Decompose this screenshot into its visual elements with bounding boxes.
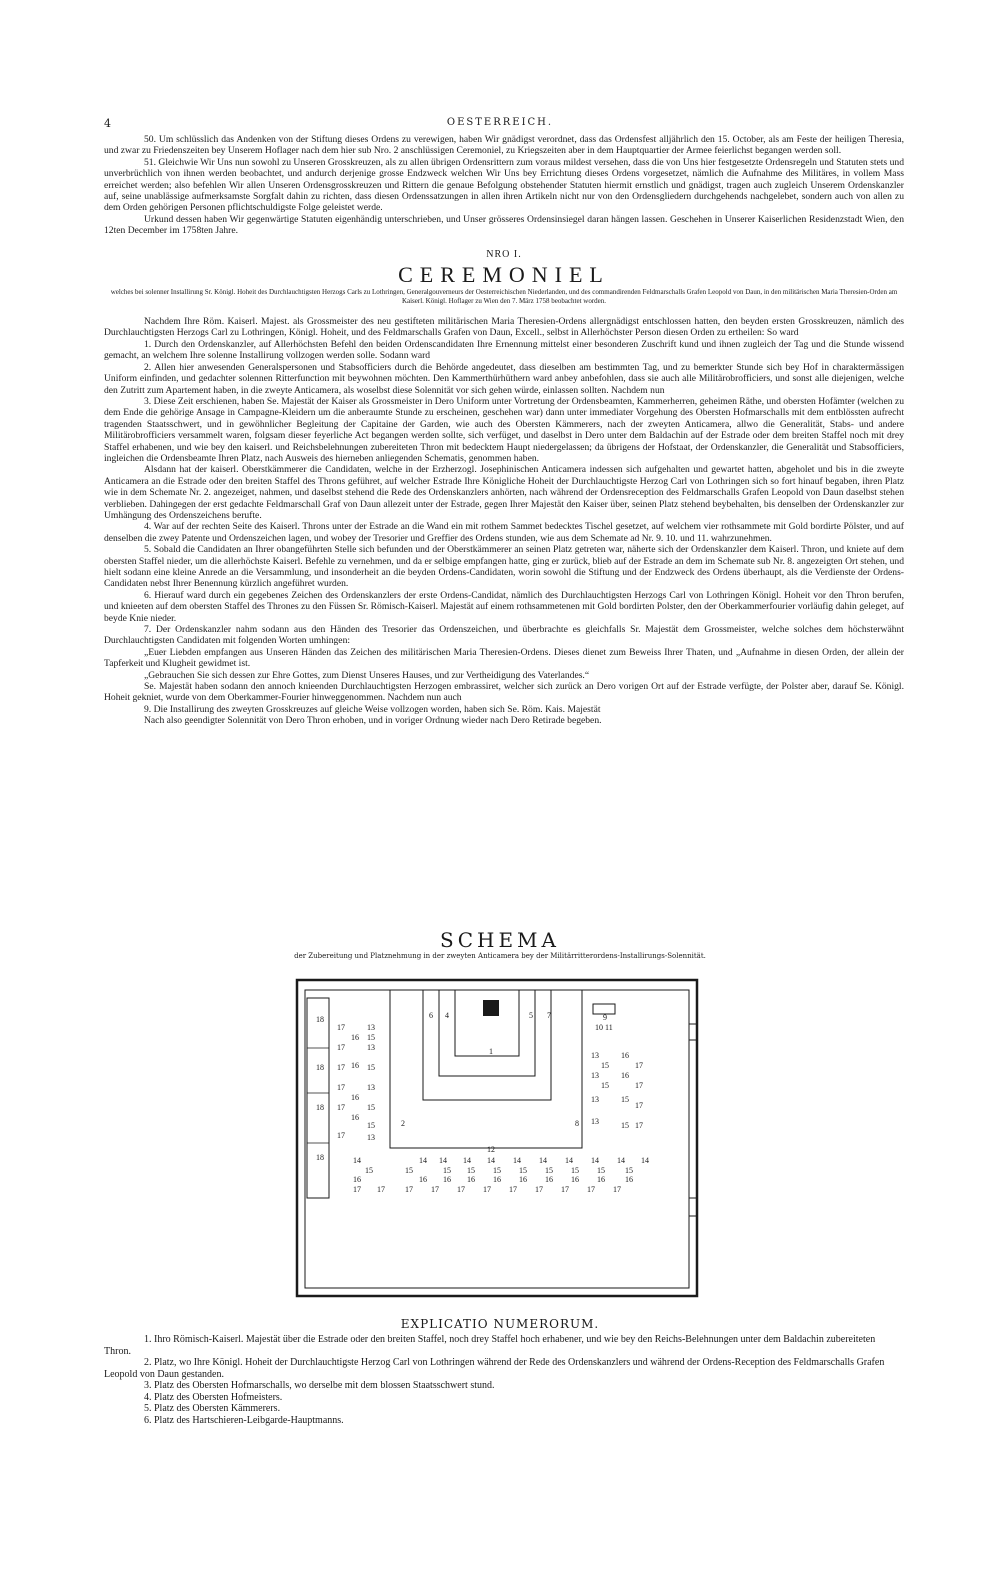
label-15-r4: 15 <box>621 1121 629 1130</box>
label-14-b6: 14 <box>513 1156 521 1165</box>
paragraph-se: Se. Majestät haben sodann den annoch knieenden Durchlauchtigsten Herzogen embrassiret, welcher sich zurück an Dero vorigen Ort auf der Estrade verfügte, der Polster aber, darauf Se. Königl. Hoheit gekniet, wurde von dem Oberkammer-Fourier hinweggenommen. Nachdem nun auch <box>104 681 904 704</box>
label-8: 8 <box>575 1119 579 1128</box>
paragraph-3: 3. Diese Zeit erschienen, haben Se. Majestät der Kaiser als Grossmeister in Dero Uniform unter Vortretung der Ordensbeamten, Kammerherren, geheimen Räthe, und obersten Hofämter (welchen zu dem Ende die gehörige Ansage in Campagne-Kleidern um die anberaumte Stunde zu erscheinen, geschehen war) dann unter immediater Vorgehung des Obersten Hofmarschalls mit dem entblössten aufrecht tragenden Staatsschwert, und in gewöhnlicher Begleitung der Capitaine der Garden, wie auch des Obersten Kämmerers, nach der zweyten Anticamera, allwo die Generalität, Stabs- und andere Militärobrofficiers versammelt waren, folgsam dieser feyerliche Act begangen werden sollte, sich verfüget, und daselbst in Dero unter dem Baldachin auf der Estrade oder dem breiten Staffel noch mit drey Staffel erhabenen, und wie bey den kaiserl. und Reichsbelehnungen zubereiteten Thron mit bedecktem Haupt niedergelassen; da übrigens der Hofstaat, der Ordenskanzler, die Generalität und Stabsofficiers, ingleichen die Ordensbeamte Ihren Platz, nach Ausweis des hierneben anliegenden Schematis, genommen haben. <box>104 395 904 464</box>
label-17-r2: 17 <box>635 1081 643 1090</box>
label-16-b5: 16 <box>493 1175 501 1184</box>
label-16-l1: 16 <box>351 1033 359 1042</box>
label-15-b7: 15 <box>545 1166 553 1175</box>
paragraph-5: 5. Sobald die Candidaten an Ihrer obangeführten Stelle sich befunden und der Oberstkämmerer an seinen Platz getreten war, näherte sich der Ordenskanzler dem Kaiserl. Thron, und kniete auf dem obersten Staffel nieder, um die allerhöchste Kaiserl. Befehle zu vernehmen, und da er selbige empfangen hatte, ging er zurück, blieb auf der Estrade an dem im Schemate sub Nr. 8. angezeigten Ort stehen, und hielt sodann eine kleine Anrede an die Versammlung, und insonderheit an die beyden Ordens-Candidaten, worin sowohl die Stiftung und der Endzweck des Ordens überhaupt, als die Verdienste der Ordens-Candidaten nebst Ihrer Benennung kürzlich angeführet wurden. <box>104 544 904 590</box>
label-17-l2: 17 <box>337 1043 345 1052</box>
label-16-b9: 16 <box>597 1175 605 1184</box>
explicatio-item: 5. Platz des Obersten Kämmerers. <box>144 1403 281 1414</box>
label-18-a: 18 <box>316 1015 324 1024</box>
label-17-b1: 17 <box>353 1185 361 1194</box>
label-17-r4: 17 <box>635 1121 643 1130</box>
explicatio-item: 1. Ihro Römisch-Kaiserl. Majestät über die Estrade oder den breiten Staffel, noch drey Staffel hoch erhabener, und wie bey den Reichs-Belehnungen unter dem Baldachin zubereiteten Thron. <box>104 1334 876 1357</box>
label-17-l1: 17 <box>337 1023 345 1032</box>
label-13-r3: 13 <box>591 1095 599 1104</box>
label-16-b10: 16 <box>625 1175 633 1184</box>
label-17-b10: 17 <box>587 1185 595 1194</box>
label-15-l2: 15 <box>367 1063 375 1072</box>
throne-step-3 <box>455 990 519 1056</box>
label-16-l2: 16 <box>351 1061 359 1070</box>
label-15-r3: 15 <box>621 1095 629 1104</box>
label-14-b4: 14 <box>463 1156 471 1165</box>
throne-seat <box>483 1000 499 1016</box>
label-16-b3: 16 <box>443 1175 451 1184</box>
paragraph-alsdann: Alsdann hat der kaiserl. Oberstkämmerer die Candidaten, welche in der Erzherzogl. Josephinischen Anticamera indessen sich aufgehalten und gewartet hatten, abgeholet und bis in die zweyte Anticamera an die Estrade oder den breiten Staffel des Throns geführet, auf welcher Estrade Ihre Königliche Hoheit der Durchlauchtigste Herzog Carl von Lothringen sich so fort hinauf begaben, ihren Platz wie in dem Schemate Nr. 2. angezeiget, nahmen, und daselbst stehend die Rede des Ordenskanzlers anhörten, nach während der Ordensreception des Feldmarschalls Grafen Leopold von Daun daselbst stehen verblieben. Dahingegen der erst gedachte Feldmarschall Graf von Daun allezeit unter der Estrade, gegen Ihrer Majestät den Kaiser über, seinen Platz stehend beybehalten, bis denselben der Ordenskanzler zur Umhängung des Ordenszeichens berufte. <box>104 464 904 521</box>
label-15-l3: 15 <box>367 1103 375 1112</box>
label-14-b2: 14 <box>419 1156 427 1165</box>
ceremoniel-title: CEREMONIEL <box>398 262 610 288</box>
section-number: NRO I. <box>486 248 522 260</box>
paragraph-7: 7. Der Ordenskanzler nahm sodann aus den Händen des Tresorier das Ordenszeichen, und überbrachte es gleichfalls Sr. Majestät dem Grossmeister, welche solches dem höchsterwähnt Durchlauchtigsten Candidaten mit folgenden Worten umhingen: <box>104 624 904 647</box>
label-15-b3: 15 <box>443 1166 451 1175</box>
label-18-d: 18 <box>316 1153 324 1162</box>
label-17-l3: 17 <box>337 1063 345 1072</box>
label-4: 4 <box>445 1011 449 1020</box>
paragraph-50: 50. Um schlüsslich das Andenken von der Stiftung dieses Ordens zu verewigen, haben Wir gnädigst verordnet, dass das Ordensfest alljährlich den 15. October, als am Feste der heiligen Theresia, und zwar zu Friedenszeiten bey Unserem Hoflager nach dem hier sub Nro. 2 anschlüssigen Ceremoniel, zu Kriegszeiten aber in dem Hauptquartier der Armee feierlichst begangen werden soll. <box>104 134 904 157</box>
bottom-row-17 <box>353 1185 621 1194</box>
label-12: 12 <box>487 1145 495 1154</box>
label-14-b7: 14 <box>539 1156 547 1165</box>
label-13-l1: 13 <box>367 1023 375 1032</box>
explicatio-item: 2. Platz, wo Ihre Königl. Hoheit der Durchlauchtigste Herzog Carl von Lothringen während der Rede des Ordenskanzlers und während der Ordens-Reception des Feldmarschalls Grafen Leopold von Daun gestanden. <box>104 1357 885 1380</box>
label-16-r2: 16 <box>621 1071 629 1080</box>
running-title: OESTERREICH. <box>446 117 554 128</box>
room-outer-wall <box>297 980 697 1296</box>
bottom-row-16 <box>353 1175 633 1184</box>
explicatio-list <box>104 1334 904 1426</box>
label-14-b1: 14 <box>353 1156 361 1165</box>
page-number: 4 <box>104 117 111 130</box>
label-17-b3: 17 <box>405 1185 413 1194</box>
label-9: 9 <box>603 1013 607 1022</box>
label-6: 6 <box>429 1011 433 1020</box>
paragraph-nach: Nach also geendigter Solennität von Dero Thron erhoben, und in voriger Ordnung wieder nach Dero Retirade begeben. <box>144 715 602 727</box>
label-14-b10: 14 <box>617 1156 625 1165</box>
schema-subtitle: der Zubereitung und Platznehmung in der zweyten Anticamera bey der Militärritterordens-Installirungs-Solennität. <box>294 952 706 960</box>
label-13-r2: 13 <box>591 1071 599 1080</box>
label-14-b3: 14 <box>439 1156 447 1165</box>
label-17-b4: 17 <box>431 1185 439 1194</box>
explicatio-title: EXPLICATIO NUMERORUM. <box>400 1317 600 1331</box>
paragraph-1: 1. Durch den Ordenskanzler, auf Allerhöchsten Befehl den beiden Ordenscandidaten Ihre Ernennung mittelst einer besonderen Zuschrift kund und ihnen zugleich der Tag und die Stunde wissend gemacht, an welchem Ihre solenne Installirung vollzogen werden solle. Sodann ward <box>104 338 904 362</box>
schema-title: SCHEMA <box>440 928 560 952</box>
paragraph-intro: Nachdem Ihre Röm. Kaiserl. Majest. als Grossmeister des neu gestifteten militärischen Maria Theresien-Ordens allergnädigst entschlossen hatten, den beyden ersten Grosskreuzen, nämlich des Durchlauchtigsten Herzogs Carl zu Lothringen, Königl. Hoheit, und des Feldmarschalls Grafen von Daun, Excell., selbst in Allerhöchster Person diesen Orden zu ertheilen: So ward <box>104 316 904 339</box>
label-17-b7: 17 <box>509 1185 517 1194</box>
left-bench <box>307 998 329 1198</box>
explicatio-item: 4. Platz des Obersten Hofmeisters. <box>144 1391 283 1403</box>
explicatio-item: 3. Platz des Obersten Hofmarschalls, wo derselbe mit dem blossen Staatsschwert stund. <box>144 1380 495 1391</box>
paragraph-9: 9. Die Installirung des zweyten Grosskreuzes auf gleiche Weise vollzogen worden, haben sich Se. Röm. Kais. Majestät <box>144 703 601 715</box>
label-15-l4: 15 <box>367 1121 375 1130</box>
label-18-c: 18 <box>316 1103 324 1112</box>
quote-1: „Euer Liebden empfangen aus Unseren Händen das Zeichen des militärischen Maria Theresien-Ordens. Dieses dienet zum Beweiss Ihrer Thaten, und „Aufnahme in diesen Orden, der allein der Tapferkeit und Klugheit gewidmet ist. <box>104 646 904 670</box>
label-16-l4: 16 <box>351 1113 359 1122</box>
label-17-l5: 17 <box>337 1103 345 1112</box>
label-16-b8: 16 <box>571 1175 579 1184</box>
label-16-r1: 16 <box>621 1051 629 1060</box>
label-16-b4: 16 <box>467 1175 475 1184</box>
bottom-row-15 <box>365 1166 633 1175</box>
label-15-b10: 15 <box>625 1166 633 1175</box>
label-15-b4: 15 <box>467 1166 475 1175</box>
ceremoniel-subtitle: welches bei solenner Installirung Sr. Königl. Hoheit des Durchlauchtigsten Herzogs Carls zu Lothringen, Generalgouverneurs der Oesterreichischen Niederlanden, und des commandirenden Feldmarschalls Grafen Leopold von Daun, in den militärischen Maria Theresien-Orden am Kaiserl. Königl. Hoflager zu Wien den 7. März 1758 beobachtet worden. <box>110 288 898 306</box>
room-inner-wall <box>305 990 689 1288</box>
label-17-b2: 17 <box>377 1185 385 1194</box>
label-14-b5: 14 <box>487 1156 495 1165</box>
label-15-l1: 15 <box>367 1033 375 1042</box>
label-14-b11: 14 <box>641 1156 649 1165</box>
paragraph-51: 51. Gleichwie Wir Uns nun sowohl zu Unseren Grosskreuzen, als zu allen übrigen Ordensrittern zum voraus mildest versehen, dass die von Uns hier festgesetzte Ordensregeln und Statuten stets und unverbrüchlich von ihnen werden beobachtet, und andurch derjenige grosse Endzweck welchen Wir Uns bey Errichtung dieses Ordens vorgesetzet, nämlich die Aufnahme des Militäres, in vollem Mass erreichet werden; also befehlen Wir allen Unseren Ordensgrosskreuzen und Rittern die genaue Befolgung obstehender Statuten hiermit ernstlich und gnädigst, tragen auch zugleich Unserem Ordenskanzler auf, seine unablässige aufmerksamste Sorgfalt dahin zu richten, dass diesen Ordenssatzungen in allen ihren Artikeln nicht nur von den Ordensgliedern durchgehends nachgelebet, sondern auch von allen zu dem Orden gehörigen Personen pflichtschuldigste Folge geleistet werde. <box>104 156 904 214</box>
label-13-l3: 13 <box>367 1083 375 1092</box>
schema-diagram <box>295 978 700 1300</box>
label-15-r2: 15 <box>601 1081 609 1090</box>
label-17-r1: 17 <box>635 1061 643 1070</box>
label-15-b9: 15 <box>597 1166 605 1175</box>
label-16-b2: 16 <box>419 1175 427 1184</box>
label-17-b6: 17 <box>483 1185 491 1194</box>
label-16-l3: 16 <box>351 1093 359 1102</box>
paragraph-6: 6. Hierauf ward durch ein gegebenes Zeichen des Ordenskanzlers der erste Ordens-Candidat, nämlich des Durchlauchtigsten Herzogs Carl von Lothringen Königl. Hoheit vor den Thron berufen, und knieeten auf dem obersten Staffel des Thrones zu den Füssen Sr. Römisch-Kaiserl. Majestät auf einem rothsammetenen mit Gold bordirten Polster, den der Oberkammerfourier vorläufig dahin geleget, auf beyde Knie nieder. <box>104 589 904 624</box>
label-17-l6: 17 <box>337 1131 345 1140</box>
label-17-b8: 17 <box>535 1185 543 1194</box>
label-15-b8: 15 <box>571 1166 579 1175</box>
label-1: 1 <box>489 1047 493 1056</box>
label-13-r1: 13 <box>591 1051 599 1060</box>
label-16-b7: 16 <box>545 1175 553 1184</box>
label-16-b1: 16 <box>353 1175 361 1184</box>
label-16-b6: 16 <box>519 1175 527 1184</box>
body-text <box>104 134 904 727</box>
label-7: 7 <box>547 1011 551 1020</box>
label-17-l4: 17 <box>337 1083 345 1092</box>
label-17-b9: 17 <box>561 1185 569 1194</box>
label-13-r4: 13 <box>591 1117 599 1126</box>
label-10-11: 10 11 <box>595 1023 613 1032</box>
explicatio-item: 6. Platz des Hartschieren-Leibgarde-Hauptmanns. <box>144 1414 344 1426</box>
label-13-l4: 13 <box>367 1133 375 1142</box>
label-17-r3: 17 <box>635 1101 643 1110</box>
paragraph-2: 2. Allen hier anwesenden Generalspersonen und Stabsofficiers durch die Behörde angedeutet, dass dieselben am bestimmten Tag, und zu bemerkter Stunde sich bey Hof in charaktermässigen Uniform einfinden, und gedachter solennen Ritterfunction mit beywohnen möchten. Den Kammerthürhüthern ward anbey anbefohlen, dass sie auch alle Militärobrofficiers, und sonst alle diejenigen, welche den Zutritt zum Apartement haben, in die zweyte Anticamera, als woselbst diese Solennität vor sich gehen würde, einlassen sollten. Nachdem nun <box>104 361 904 396</box>
label-14-b9: 14 <box>591 1156 599 1165</box>
label-14-b8: 14 <box>565 1156 573 1165</box>
label-2: 2 <box>401 1119 405 1128</box>
label-5: 5 <box>529 1011 533 1020</box>
label-18-b: 18 <box>316 1063 324 1072</box>
label-15-b6: 15 <box>519 1166 527 1175</box>
label-13-l2: 13 <box>367 1043 375 1052</box>
label-15-b2: 15 <box>405 1166 413 1175</box>
label-15-b1: 15 <box>365 1166 373 1175</box>
paragraph-4: 4. War auf der rechten Seite des Kaiserl. Throns unter der Estrade an die Wand ein mit rothem Sammet bedecktes Tischel gesetzet, auf welchem vier rothsammete mit Gold bordirte Pölster, und auf denselben die zwey Patente und Ordenszeichen lagen, und wobey der Tresorier und Greffier des Ordens stunden, wie aus dem Schemate ad Nr. 9. 10. und 11. wahrzunehmen. <box>104 521 904 544</box>
paragraph-urkund: Urkund dessen haben Wir gegenwärtige Statuten eigenhändig unterschrieben, und Unser grösseres Ordensinsiegel daran hängen lassen. Geschehen in Unserer Kaiserlichen Residenzstadt Wien, den 12ten December im 1758ten Jahre. <box>104 213 904 237</box>
label-15-r1: 15 <box>601 1061 609 1070</box>
label-15-b5: 15 <box>493 1166 501 1175</box>
bottom-row-14 <box>353 1156 649 1165</box>
label-17-b5: 17 <box>457 1185 465 1194</box>
quote-2: „Gebrauchen Sie sich dessen zur Ehre Gottes, zum Dienst Unseres Hauses, und zur Vertheidigung des Vaterlandes.“ <box>144 669 590 681</box>
label-17-b11: 17 <box>613 1185 621 1194</box>
